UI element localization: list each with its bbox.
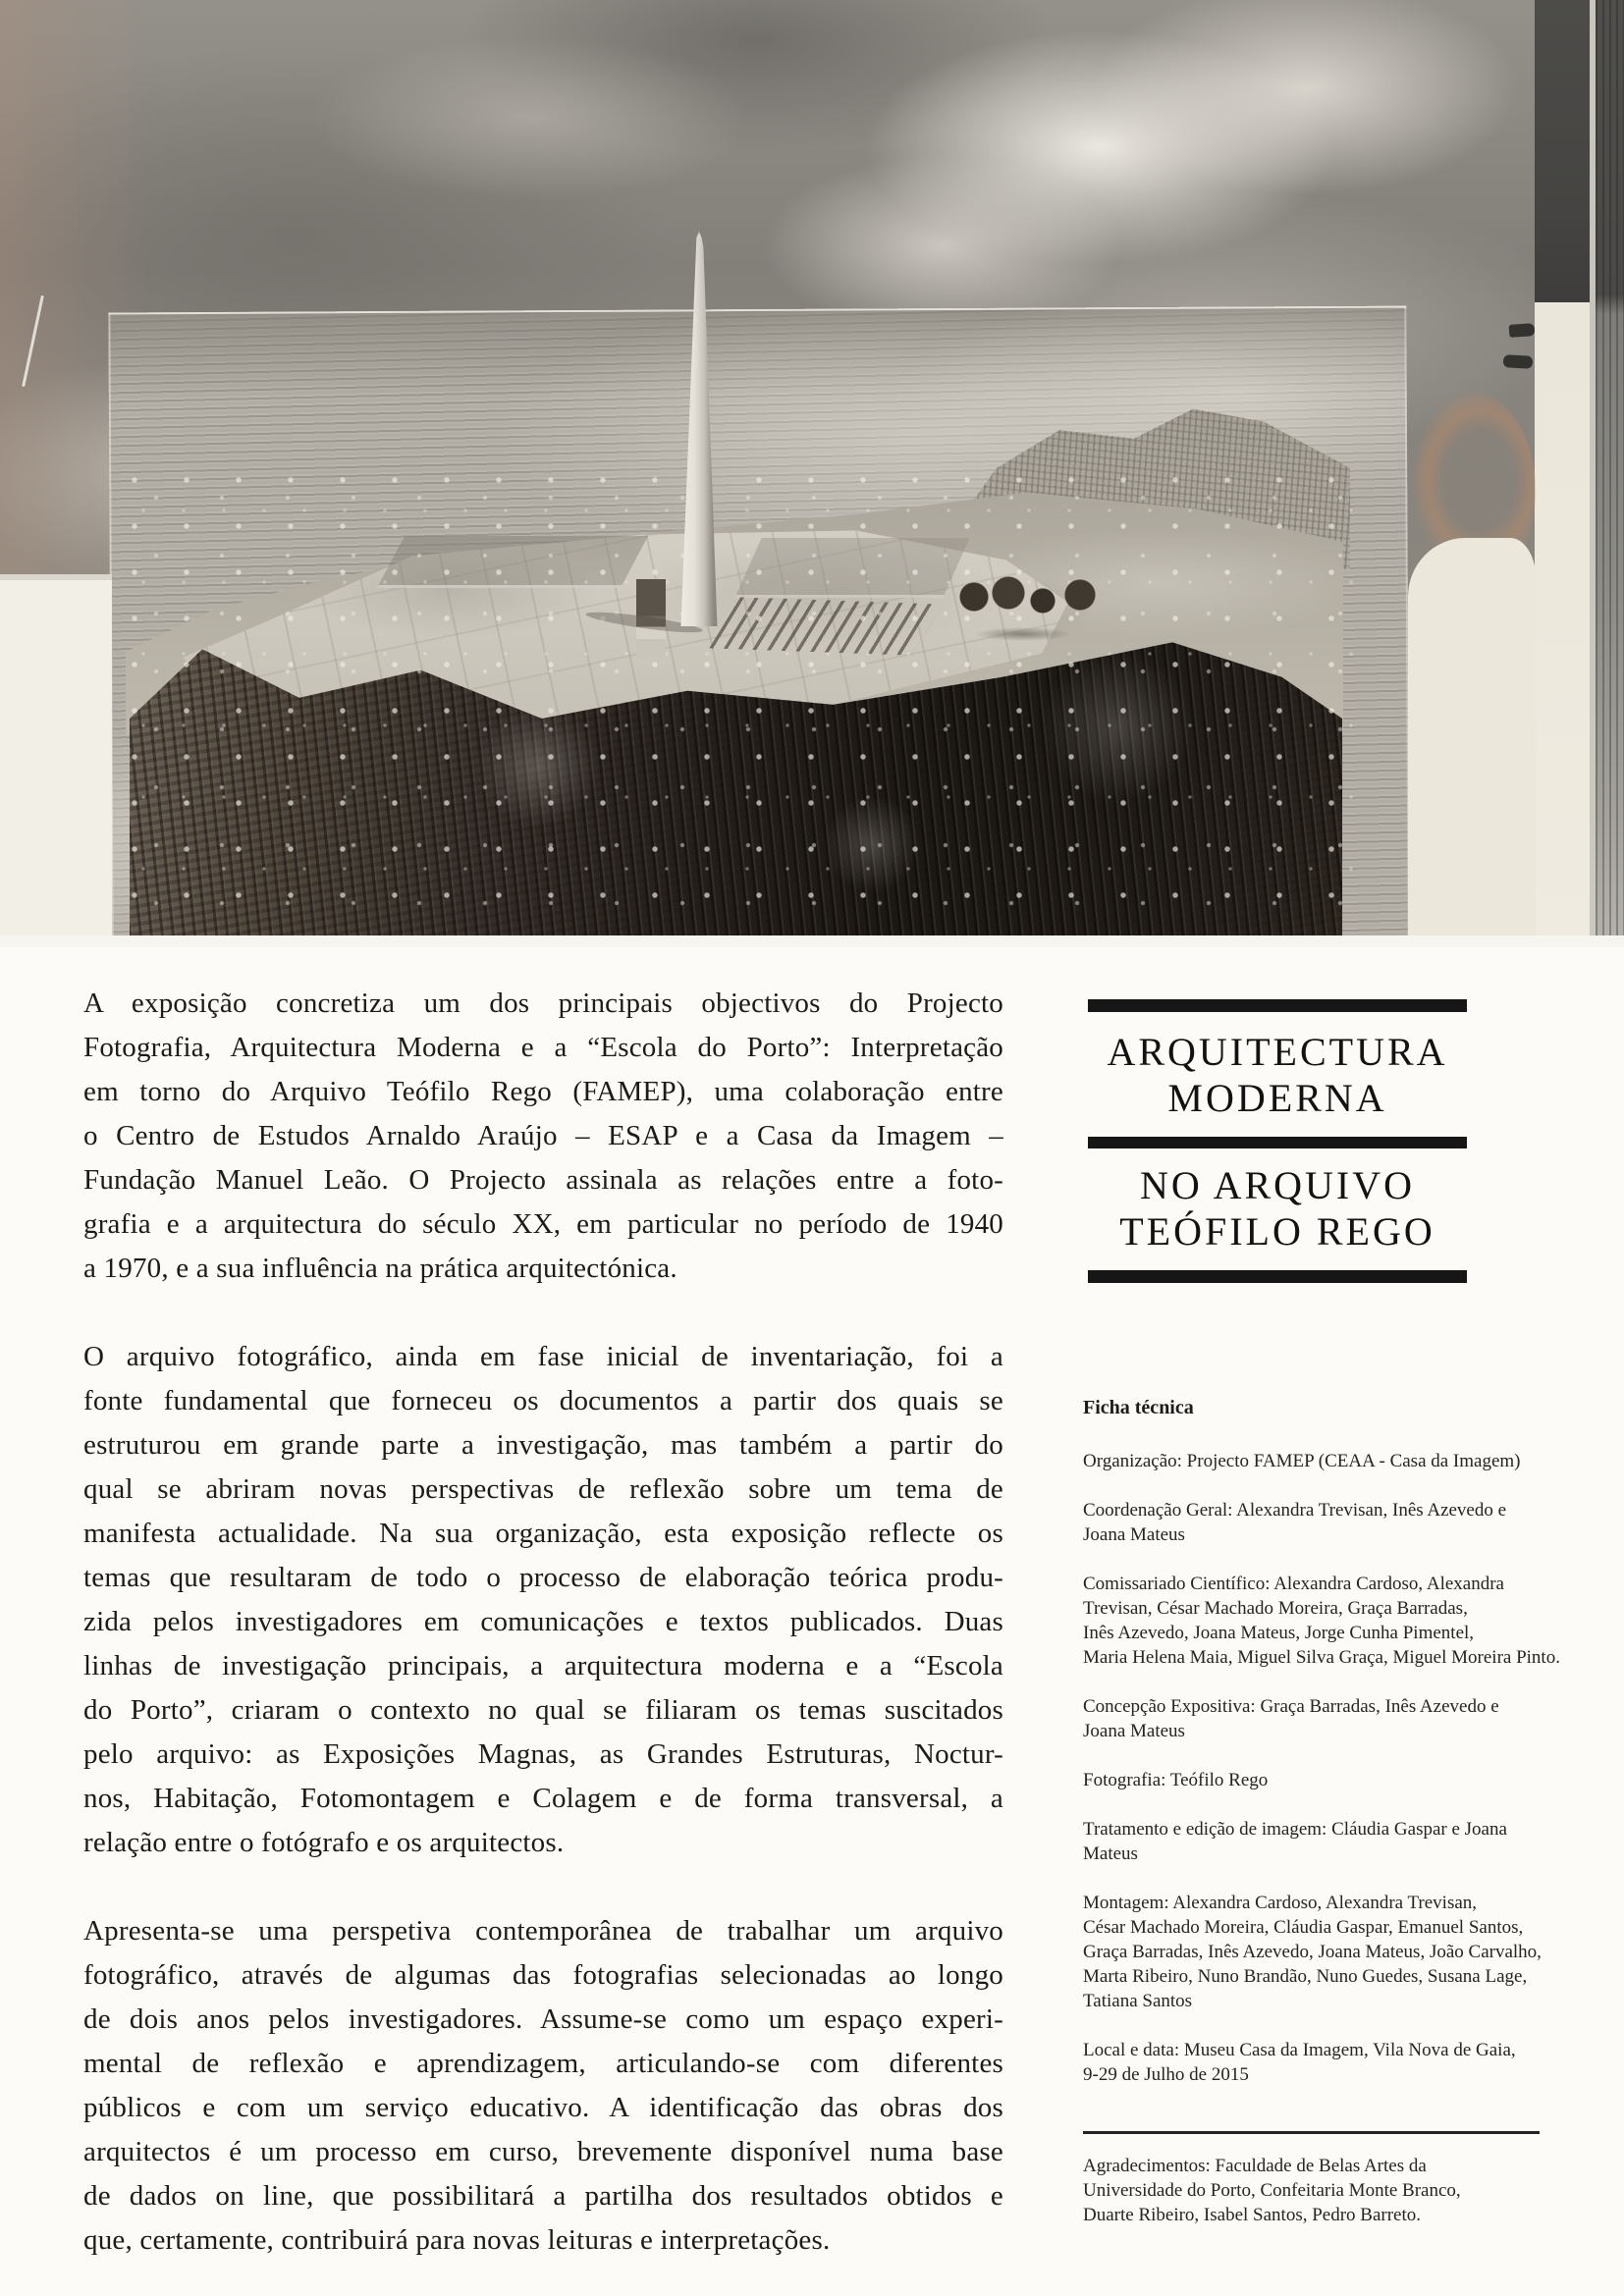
- body-text-line: Fotografia, Arquitectura Moderna e a “Escola do Porto”: Interpretação: [83, 1032, 1003, 1063]
- exhibition-title-block: [1088, 999, 1467, 1283]
- body-text-line: nos, Habitação, Fotomontagem e Colagem e de forma transversal, a: [83, 1783, 1003, 1814]
- photo-right-cream-margin: [1408, 538, 1536, 947]
- body-text-line: grafia e a arquitectura do século XX, em particular no período de 1940: [83, 1208, 1003, 1240]
- body-text-line: fonte fundamental que forneceu os documentos a partir dos quais se: [83, 1385, 1003, 1416]
- credit-item-organizacao: [1083, 1449, 1554, 1473]
- photo-dark-mark-2: [1503, 354, 1534, 369]
- article-paragraph-2: [83, 1335, 1003, 1865]
- credit-line: Tatiana Santos: [1083, 1991, 1193, 2011]
- title-line-group-1: [1088, 1029, 1467, 1121]
- title-rule-top: [1088, 999, 1467, 1012]
- credit-item-tratamento: [1083, 1817, 1554, 1866]
- photo-film-strip-right: [1596, 0, 1624, 947]
- credit-line: Agradecimentos: Faculdade de Belas Artes da: [1083, 2156, 1427, 2176]
- credit-item-agradecimentos: [1083, 2154, 1554, 2227]
- credit-line: Marta Ribeiro, Nuno Brandão, Nuno Guedes, Susana Lage,: [1083, 1966, 1528, 1987]
- credits-column: [1083, 1396, 1560, 2252]
- credit-line: Maria Helena Maia, Miguel Silva Graça, Miguel Moreira Pinto.: [1083, 1647, 1560, 1668]
- article-paragraph-1: [83, 982, 1003, 1291]
- title-rule-middle: [1088, 1137, 1467, 1148]
- credit-item-local-data: [1083, 2038, 1554, 2087]
- credit-line: Local e data: Museu Casa da Imagem, Vila Nova de Gaia,: [1083, 2040, 1516, 2060]
- credit-line: Mateus: [1083, 1843, 1138, 1864]
- credit-line: Organização: Projecto FAMEP (CEAA - Casa da Imagem): [1083, 1451, 1521, 1471]
- body-text-line: temas que resultaram de todo o processo de elaboração teórica produ-: [83, 1562, 1003, 1593]
- credit-item-montagem: [1083, 1891, 1554, 2013]
- body-text-line: linhas de investigação principais, a arquitectura moderna e a “Escola: [83, 1650, 1003, 1682]
- credit-item-comissariado: [1083, 1572, 1560, 1670]
- body-text-line: arquitectos é um processo em curso, brevemente disponível numa base: [83, 2136, 1003, 2167]
- title-rule-bottom: [1088, 1270, 1467, 1283]
- photo-blotch-texture: [126, 471, 1353, 942]
- article-column: [83, 982, 1003, 2296]
- article-paragraph-3: [83, 1909, 1003, 2263]
- credit-line: Joana Mateus: [1083, 1524, 1185, 1545]
- credit-line: 9-29 de Julho de 2015: [1083, 2064, 1249, 2085]
- credit-line: Montagem: Alexandra Cardoso, Alexandra Trevisan,: [1083, 1893, 1478, 1913]
- body-text-line: públicos e com um serviço educativo. A identificação das obras dos: [83, 2092, 1003, 2123]
- credit-line: César Machado Moreira, Cláudia Gaspar, Emanuel Santos,: [1083, 1917, 1524, 1938]
- photo-dark-mark-1: [1509, 323, 1536, 338]
- body-text-line: Apresenta-se uma perspetiva contemporânea de trabalhar um arquivo: [83, 1915, 1003, 1947]
- credit-line: Fotografia: Teófilo Rego: [1083, 1770, 1269, 1790]
- title-line: NO ARQUIVO: [1140, 1163, 1415, 1207]
- monument-photograph: [0, 0, 1624, 947]
- title-line: ARQUITECTURA: [1107, 1030, 1448, 1074]
- body-text-line: estruturou em grande parte a investigação, mas também a partir do: [83, 1429, 1003, 1461]
- body-text-line: de dados on line, que possibilitará a partilha dos resultados obtidos e: [83, 2180, 1003, 2212]
- body-text-line: de dois anos pelos investigadores. Assume-se como um espaço experi-: [83, 2003, 1003, 2035]
- credit-line: Universidade do Porto, Confeitaria Monte Branco,: [1083, 2180, 1461, 2201]
- credit-line: Joana Mateus: [1083, 1721, 1185, 1741]
- body-text-line: Fundação Manuel Leão. O Projecto assinala as relações entre a foto-: [83, 1164, 1003, 1196]
- credit-line: Concepção Expositiva: Graça Barradas, Inês Azevedo e: [1083, 1696, 1499, 1717]
- credit-item-fotografia: [1083, 1768, 1554, 1792]
- body-text-line: do Porto”, criaram o contexto no qual se filiaram os temas suscitados: [83, 1694, 1003, 1726]
- photo-film-strip-cream: [1535, 302, 1590, 947]
- body-text-line: que, certamente, contribuirá para novas leituras e interpretações.: [83, 2224, 831, 2256]
- credit-line: Inês Azevedo, Joana Mateus, Jorge Cunha Pimentel,: [1083, 1623, 1475, 1643]
- body-text-line: a 1970, e a sua influência na prática arquitectónica.: [83, 1253, 677, 1284]
- body-text-line: em torno do Arquivo Teófilo Rego (FAMEP), uma colaboração entre: [83, 1076, 1003, 1107]
- body-text-line: A exposição concretiza um dos principais objectivos do Projecto: [83, 988, 1003, 1019]
- credit-line: Comissariado Científico: Alexandra Cardoso, Alexandra: [1083, 1574, 1504, 1594]
- body-text-line: manifesta actualidade. Na sua organização, esta exposição reflecte os: [83, 1518, 1003, 1549]
- credits-divider-rule: [1083, 2131, 1540, 2134]
- body-text-line: qual se abriram novas perspectivas de reflexão sobre um tema de: [83, 1473, 1003, 1505]
- body-text-line: zida pelos investigadores em comunicações e textos publicados. Duas: [83, 1606, 1003, 1637]
- body-text-line: fotográfico, através de algumas das fotografias selecionadas ao longo: [83, 1959, 1003, 1991]
- credit-line: Tratamento e edição de imagem: Cláudia Gaspar e Joana: [1083, 1819, 1507, 1840]
- body-text-line: O arquivo fotográfico, ainda em fase inicial de inventariação, foi a: [83, 1341, 1003, 1372]
- photo-left-cream-margin: [0, 574, 112, 947]
- credit-item-concepcao: [1083, 1694, 1554, 1743]
- title-line-group-2: [1088, 1162, 1467, 1255]
- credit-item-coordenacao: [1083, 1498, 1554, 1547]
- photo-trees: [954, 567, 1121, 646]
- credits-heading: Ficha técnica: [1083, 1397, 1194, 1418]
- body-text-line: mental de reflexão e aprendizagem, articulando-se com diferentes: [83, 2048, 1003, 2079]
- credit-line: Coordenação Geral: Alexandra Trevisan, Inês Azevedo e: [1083, 1500, 1507, 1521]
- credit-line: Duarte Ribeiro, Isabel Santos, Pedro Barreto.: [1083, 2205, 1422, 2225]
- photo-bottom-margin: [0, 935, 1624, 947]
- credit-line: Graça Barradas, Inês Azevedo, Joana Mateus, João Carvalho,: [1083, 1942, 1542, 1962]
- title-line: TEÓFILO REGO: [1119, 1209, 1435, 1254]
- body-text-line: relação entre o fotógrafo e os arquitectos.: [83, 1827, 565, 1858]
- title-line: MODERNA: [1167, 1076, 1387, 1120]
- credit-line: Trevisan, César Machado Moreira, Graça Barradas,: [1083, 1598, 1468, 1619]
- photo-film-strip-dark: [1535, 0, 1590, 302]
- body-text-line: pelo arquivo: as Exposições Magnas, as Grandes Estruturas, Noctur-: [83, 1738, 1003, 1770]
- body-text-line: o Centro de Estudos Arnaldo Araújo – ESAP e a Casa da Imagem –: [83, 1120, 1003, 1151]
